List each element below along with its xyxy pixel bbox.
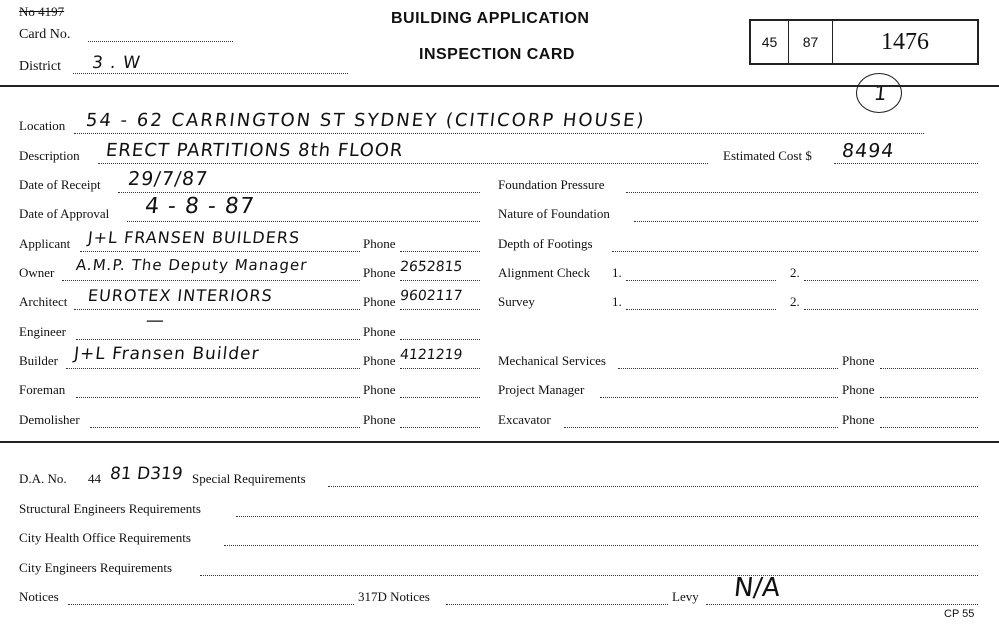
circled-number: [856, 73, 902, 113]
header-rule: [0, 85, 999, 87]
card-number-box: [749, 19, 979, 65]
date-of-approval-label: Date of Approval: [19, 206, 110, 221]
demolisher-field: [90, 427, 360, 428]
district-field: [73, 73, 348, 74]
alignment-check-num-2: 2.: [790, 265, 800, 280]
depth-of-footings-field: [612, 251, 978, 252]
mechanical-services-phone-label: Phone: [842, 353, 875, 368]
applicant-field: [80, 251, 360, 252]
district-value: 3 . W: [90, 53, 142, 73]
city-engineers-label: City Engineers Requirements: [19, 560, 173, 575]
nature-of-foundation-label: Nature of Foundation: [498, 206, 610, 221]
depth-of-footings-label: Depth of Footings: [498, 236, 593, 251]
estimated-cost-value: 8494: [840, 140, 896, 162]
excavator-label: Excavator: [498, 412, 551, 427]
date-of-approval-field: [127, 221, 480, 222]
demolisher-phone-field: [400, 427, 480, 428]
builder-phone-field: [400, 368, 480, 369]
engineer-phone-field: [400, 339, 480, 340]
project-manager-phone-label: Phone: [842, 382, 875, 397]
card-no-label: Card No.: [19, 27, 71, 42]
form-code: CP 55: [944, 608, 975, 620]
da-value: 81 D319: [108, 464, 184, 484]
circled-number-value: 1: [872, 81, 889, 105]
nature-of-foundation-field: [634, 221, 978, 222]
city-engineers-field: [200, 575, 978, 576]
builder-phone-value: 4121219: [399, 347, 464, 363]
foreman-label: Foreman: [19, 382, 66, 397]
architect-value: EUROTEX INTERIORS: [87, 286, 274, 305]
engineer-value: —: [144, 310, 167, 331]
description-label: Description: [19, 148, 80, 163]
card-no-field: [88, 41, 233, 42]
demolisher-phone-label: Phone: [363, 412, 396, 427]
date-of-approval-value: 4 - 8 - 87: [143, 194, 257, 219]
title-line-2: INSPECTION CARD: [419, 46, 575, 63]
box-code-b: 87: [789, 21, 833, 63]
alignment-check-num-1: 1.: [612, 265, 622, 280]
box-code-a: 45: [751, 21, 789, 63]
district-label: District: [19, 59, 61, 74]
architect-phone-value: 9602117: [399, 288, 464, 304]
city-health-field: [224, 545, 978, 546]
engineer-label: Engineer: [19, 324, 66, 339]
special-requirements-label: Special Requirements: [192, 471, 306, 486]
excavator-field: [564, 427, 838, 428]
structural-engineers-label: Structural Engineers Requirements: [19, 501, 201, 516]
notices-label: Notices: [19, 589, 59, 604]
notices-317d-field: [446, 604, 668, 605]
date-of-receipt-field: [118, 192, 480, 193]
levy-field: [706, 604, 978, 605]
foreman-phone-field: [400, 397, 480, 398]
engineer-phone-label: Phone: [363, 324, 396, 339]
card-number: 1476: [881, 29, 929, 55]
foundation-pressure-label: Foundation Pressure: [498, 177, 605, 192]
demolisher-label: Demolisher: [19, 412, 80, 427]
mechanical-services-field: [618, 368, 838, 369]
foreman-phone-label: Phone: [363, 382, 396, 397]
location-field: [74, 133, 924, 134]
notices-field: [68, 604, 354, 605]
builder-value: J+L Fransen Builder: [72, 344, 261, 364]
engineer-field: [76, 339, 360, 340]
architect-phone-field: [400, 309, 480, 310]
architect-phone-label: Phone: [363, 294, 396, 309]
da-no-label: D.A. No.: [19, 471, 67, 486]
special-requirements-field: [328, 486, 978, 487]
owner-value: A.M.P. The Deputy Manager: [75, 256, 309, 274]
notices-317d-label: 317D Notices: [358, 589, 430, 604]
estimated-cost-label: Estimated Cost $: [723, 148, 812, 163]
survey-num-2: 2.: [790, 294, 800, 309]
project-manager-field: [600, 397, 838, 398]
owner-phone-value: 2652815: [399, 259, 464, 275]
survey-field-2: [804, 309, 978, 310]
location-value: 54 - 62 CARRINGTON ST SYDNEY (CITICORP HOUSE): [84, 110, 647, 131]
location-label: Location: [19, 118, 66, 133]
date-of-receipt-label: Date of Receipt: [19, 177, 101, 192]
builder-field: [66, 368, 360, 369]
section-rule: [0, 441, 999, 443]
alignment-check-field-1: [626, 280, 776, 281]
applicant-label: Applicant: [19, 236, 71, 251]
mechanical-services-phone-field: [880, 368, 978, 369]
applicant-phone-field: [400, 251, 480, 252]
survey-num-1: 1.: [612, 294, 622, 309]
excavator-phone-field: [880, 427, 978, 428]
project-manager-label: Project Manager: [498, 382, 585, 397]
architect-field: [74, 309, 360, 310]
applicant-phone-label: Phone: [363, 236, 396, 251]
foreman-field: [76, 397, 360, 398]
estimated-cost-field: [834, 163, 978, 164]
city-health-label: City Health Office Requirements: [19, 530, 191, 545]
architect-label: Architect: [19, 294, 68, 309]
levy-value: N/A: [732, 573, 782, 603]
owner-field: [62, 280, 360, 281]
survey-field-1: [626, 309, 776, 310]
alignment-check-field-2: [804, 280, 978, 281]
struck-card-number: No 4197: [19, 4, 65, 19]
levy-label: Levy: [672, 589, 699, 604]
excavator-phone-label: Phone: [842, 412, 875, 427]
structural-engineers-field: [236, 516, 978, 517]
owner-phone-label: Phone: [363, 265, 396, 280]
owner-label: Owner: [19, 265, 55, 280]
title-line-1: BUILDING APPLICATION: [391, 10, 590, 27]
alignment-check-label: Alignment Check: [498, 265, 591, 280]
description-field: [98, 163, 708, 164]
applicant-value: J+L FRANSEN BUILDERS: [87, 228, 302, 247]
builder-phone-label: Phone: [363, 353, 396, 368]
mechanical-services-label: Mechanical Services: [498, 353, 606, 368]
survey-label: Survey: [498, 294, 535, 309]
description-value: ERECT PARTITIONS 8th FLOOR: [104, 140, 405, 161]
foundation-pressure-field: [626, 192, 978, 193]
da-prefix: 44: [88, 471, 101, 486]
project-manager-phone-field: [880, 397, 978, 398]
builder-label: Builder: [19, 353, 58, 368]
owner-phone-field: [400, 280, 480, 281]
date-of-receipt-value: 29/7/87: [126, 168, 210, 190]
